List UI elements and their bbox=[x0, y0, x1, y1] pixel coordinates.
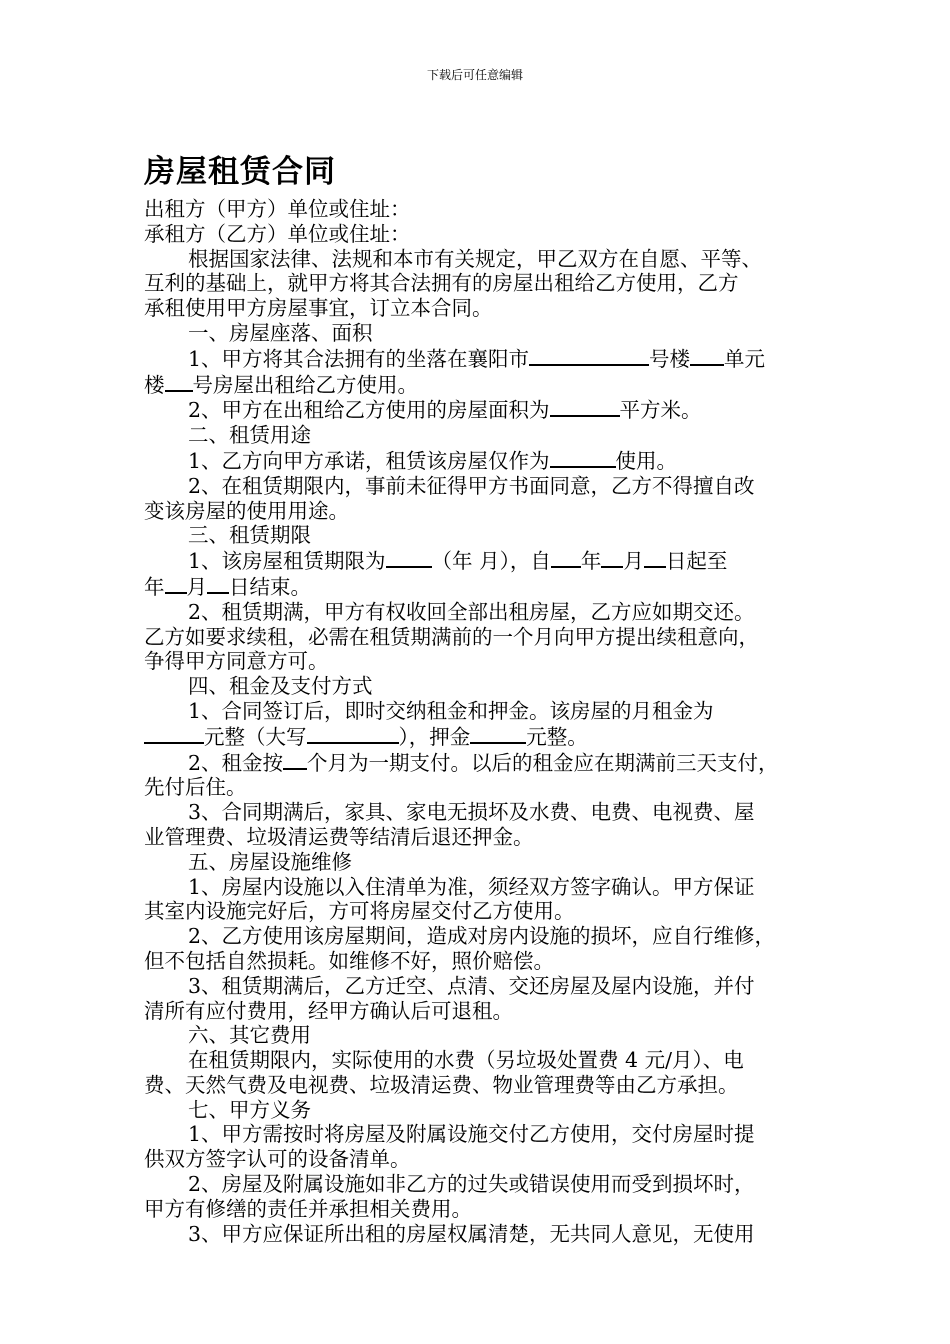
clause-line: 1、甲方将其合法拥有的坐落在襄阳市 号楼 单元 bbox=[188, 346, 766, 371]
clause-line: 在租赁期限内，实际使用的水费（另垃圾处置费 4 元/月）、电 bbox=[188, 1048, 744, 1073]
preamble-line: 互利的基础上，就甲方将其合法拥有的房屋出租给乙方使用，乙方 bbox=[144, 271, 739, 296]
clause-line: 3、租赁期满后，乙方迁空、点清、交还房屋及屋内设施，并付 bbox=[188, 973, 755, 998]
clause-line: 先付后住。 bbox=[144, 775, 247, 800]
clause-line: 1、甲方需按时将房屋及附属设施交付乙方使用，交付房屋时提 bbox=[188, 1122, 755, 1147]
blank-field[interactable] bbox=[644, 548, 666, 568]
clause-line: 业管理费、垃圾清运费等结清后退还押金。 bbox=[144, 824, 534, 849]
blank-field[interactable] bbox=[165, 372, 193, 392]
blank-field[interactable] bbox=[470, 724, 526, 744]
clause-line: 3、合同期满后，家具、家电无损坏及水费、电费、电视费、屋 bbox=[188, 800, 755, 825]
clause-line: 变该房屋的使用用途。 bbox=[144, 498, 349, 523]
header-note: 下载后可任意编辑 bbox=[426, 68, 523, 82]
clause-line: 甲方有修缮的责任并承担相关费用。 bbox=[144, 1196, 472, 1221]
blank-field[interactable] bbox=[386, 548, 432, 568]
clause-line: 元整（大写 ），押金 元整。 bbox=[144, 724, 834, 750]
blank-field[interactable] bbox=[550, 397, 620, 417]
clause-line: 费、天然气费及电视费、垃圾清运费、物业管理费等由乙方承担。 bbox=[144, 1072, 739, 1097]
clause-line: 2、乙方使用该房屋期间，造成对房内设施的损坏，应自行维修， bbox=[188, 924, 776, 949]
preamble-line: 根据国家法律、法规和本市有关规定，甲乙双方在自愿、平等、 bbox=[188, 246, 762, 271]
clause-line: 2、租赁期满，甲方有权收回全部出租房屋，乙方应如期交还。 bbox=[188, 599, 755, 624]
section-heading-rent: 四、租金及支付方式 bbox=[188, 674, 373, 699]
section-heading-lessor-duties: 七、甲方义务 bbox=[188, 1097, 311, 1122]
section-heading-location: 一、房屋座落、面积 bbox=[188, 320, 373, 345]
clause-line: 1、房屋内设施以入住清单为准，须经双方签字确认。甲方保证 bbox=[188, 874, 755, 899]
clause-line: 其室内设施完好后，方可将房屋交付乙方使用。 bbox=[144, 899, 575, 924]
clause-line: 1、合同签订后，即时交纳租金和押金。该房屋的月租金为 bbox=[188, 698, 714, 723]
clause-line: 1、乙方向甲方承诺，租赁该房屋仅作为 使用。 bbox=[188, 448, 678, 473]
clause-line: 2、在租赁期限内，事前未征得甲方书面同意，乙方不得擅自改 bbox=[188, 473, 755, 498]
clause-line: 2、甲方在出租给乙方使用的房屋面积为 平方米。 bbox=[188, 398, 702, 423]
blank-field[interactable] bbox=[144, 724, 204, 744]
blank-field[interactable] bbox=[165, 574, 187, 594]
clause-line: 争得甲方同意方可。 bbox=[144, 649, 329, 674]
section-heading-purpose: 二、租赁用途 bbox=[188, 423, 311, 448]
clause-line: 清所有应付费用，经甲方确认后可退租。 bbox=[144, 998, 513, 1023]
clause-line: 楼 号房屋出租给乙方使用。 bbox=[144, 372, 418, 397]
lessor-line: 出租方（甲方）单位或住址： bbox=[144, 197, 411, 221]
blank-field[interactable] bbox=[529, 346, 649, 366]
clause-line: 2、房屋及附属设施如非乙方的过失或错误使用而受到损坏时， bbox=[188, 1172, 755, 1197]
lessee-line: 承租方（乙方）单位或住址： bbox=[144, 221, 411, 246]
preamble-line: 承租使用甲方房屋事宜，订立本合同。 bbox=[144, 296, 493, 321]
blank-field[interactable] bbox=[283, 750, 307, 770]
clause-line: 乙方如要求续租，必需在租赁期满前的一个月向甲方提出续租意向， bbox=[144, 624, 759, 649]
blank-field[interactable] bbox=[307, 724, 399, 744]
blank-field[interactable] bbox=[601, 548, 623, 568]
document-title: 房屋租赁合同 bbox=[144, 154, 336, 190]
blank-field[interactable] bbox=[207, 574, 229, 594]
section-heading-term: 三、租赁期限 bbox=[188, 523, 311, 548]
blank-field[interactable] bbox=[550, 448, 616, 468]
clause-line: 1、该房屋租赁期限为 （年 月），自 年 月 日起至 bbox=[188, 549, 728, 574]
clause-line: 3、甲方应保证所出租的房屋权属清楚，无共同人意见，无使用 bbox=[188, 1221, 755, 1246]
blank-field[interactable] bbox=[551, 548, 581, 568]
clause-line: 2、租金按 个月为一期支付。以后的租金应在期满前三天支付， bbox=[188, 750, 779, 775]
clause-line: 供双方签字认可的设备清单。 bbox=[144, 1147, 411, 1172]
contract-document bbox=[144, 147, 834, 1246]
blank-field[interactable] bbox=[690, 346, 724, 366]
clause-line: 年 月 日结束。 bbox=[144, 574, 311, 599]
clause-line: 但不包括自然损耗。如维修不好，照价赔偿。 bbox=[144, 948, 554, 973]
section-heading-other-fees: 六、其它费用 bbox=[188, 1023, 311, 1048]
section-heading-maintenance: 五、房屋设施维修 bbox=[188, 849, 352, 874]
